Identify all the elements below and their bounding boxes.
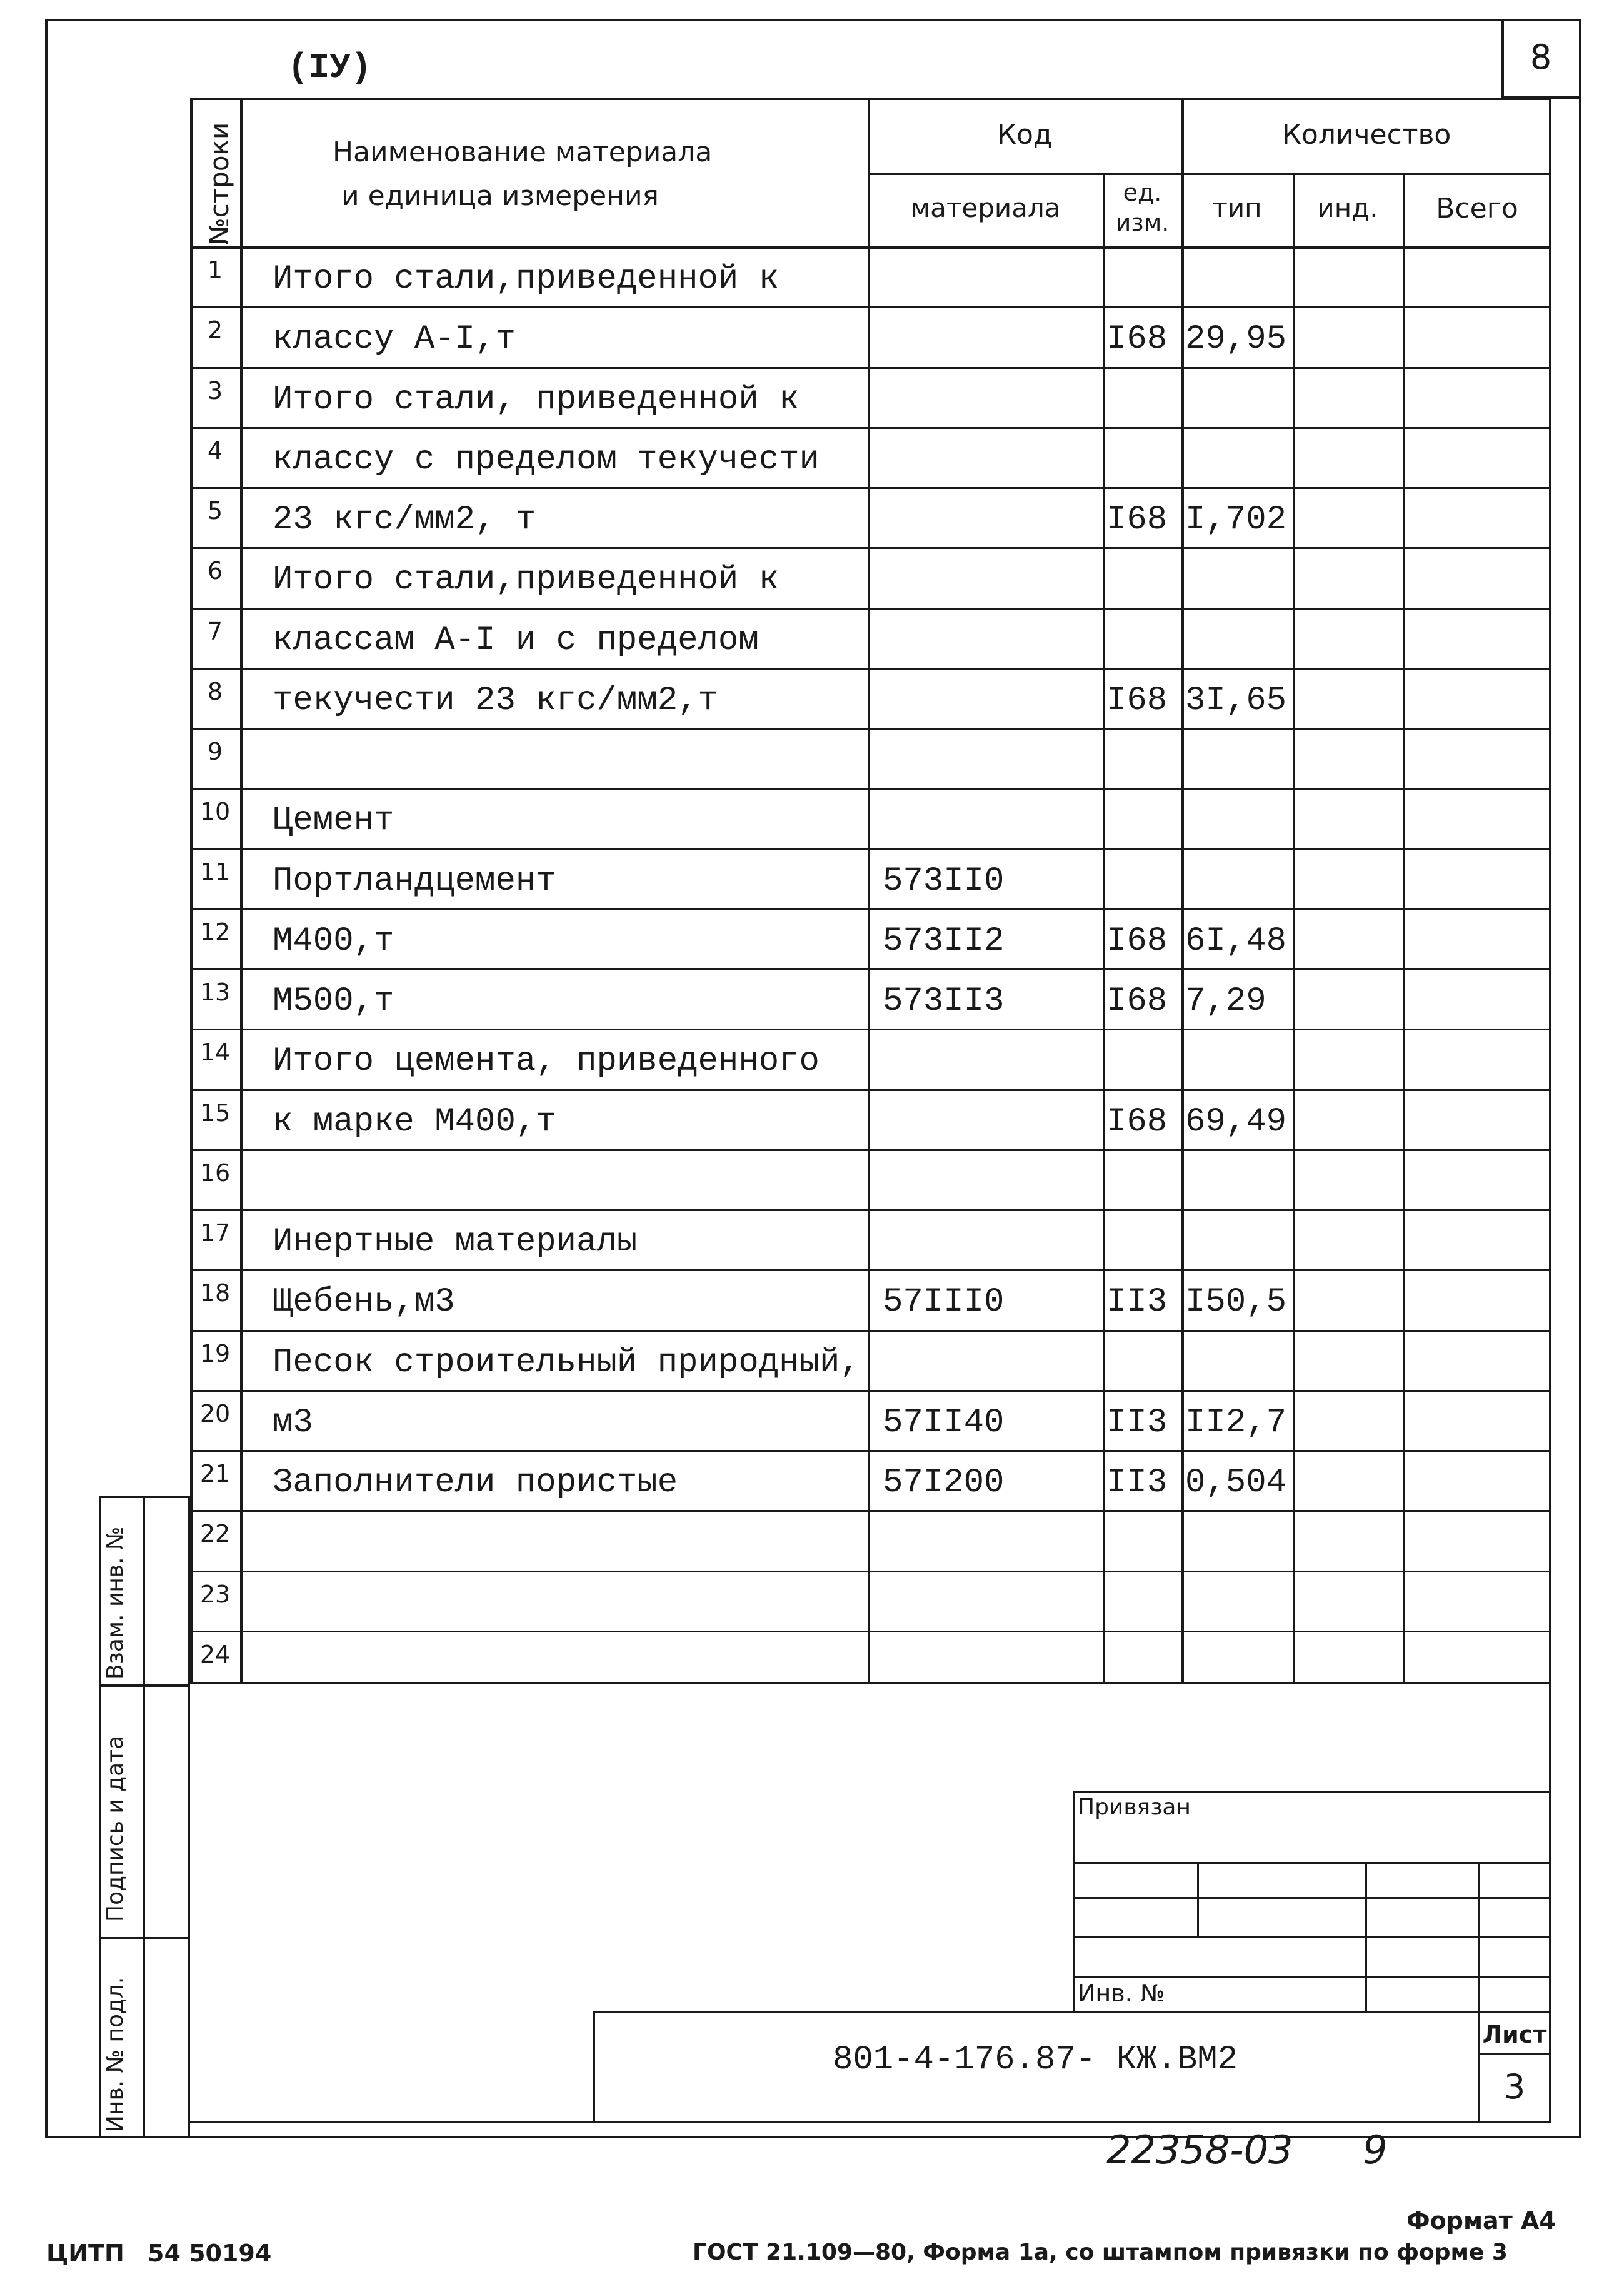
row-number: 10: [199, 798, 231, 826]
quantity-type: 7,29: [1185, 982, 1266, 1020]
side-stamp-divider: [143, 1496, 145, 2138]
table-row: [190, 427, 1551, 487]
header-quantity: Количество: [1281, 119, 1451, 151]
row-number: 24: [199, 1640, 231, 1668]
row-number: 14: [199, 1039, 231, 1067]
material-code: 57I200: [883, 1464, 1005, 1502]
quantity-type: I50,5: [1185, 1283, 1287, 1322]
material-name: Итого стали, приведенной к: [273, 380, 799, 419]
org-label: ЦИТП: [46, 2240, 124, 2267]
header-name-line2: и единица измерения: [341, 180, 659, 212]
table-row: [190, 1450, 1551, 1510]
row-number: 8: [207, 677, 223, 705]
stamp-privyazan-label: Привязан: [1078, 1794, 1191, 1820]
material-name: Итого стали,приведенной к: [273, 260, 779, 298]
unit-code: I68: [1106, 1102, 1168, 1141]
header-code-unit-1: ед.: [1123, 179, 1162, 206]
table-row: [190, 1029, 1551, 1089]
quantity-type: 3I,65: [1185, 681, 1287, 720]
table-row: [190, 788, 1551, 848]
unit-code: I68: [1106, 681, 1168, 720]
quantity-type: II2,7: [1185, 1403, 1287, 1442]
quantity-type: I,702: [1185, 501, 1287, 539]
table-row: [190, 1571, 1551, 1631]
header-code-material: материала: [910, 193, 1061, 223]
header-qty-total: Всего: [1436, 193, 1518, 224]
material-name: Итого стали,приведенной к: [273, 561, 779, 600]
stamp-row-4: [1073, 1976, 1551, 1978]
side-label-vzam: Взам. инв. №: [103, 1526, 128, 1679]
unit-code: I68: [1106, 320, 1168, 359]
stamp-privyazan-left: [1073, 1791, 1075, 2012]
table-row: [190, 1330, 1551, 1390]
handwritten-page: 9: [1363, 2127, 1388, 2173]
row-number: 23: [199, 1580, 231, 1608]
material-code: 573II0: [883, 862, 1005, 900]
table-row: [190, 306, 1551, 366]
stamp-list-mid: [1478, 2053, 1551, 2055]
row-number: 19: [199, 1339, 231, 1367]
quantity-type: 6I,48: [1185, 922, 1287, 960]
row-number: 18: [199, 1279, 231, 1307]
material-code: 57III0: [883, 1283, 1005, 1322]
stamp-list-number: 3: [1503, 2067, 1526, 2106]
row-number: 17: [199, 1219, 231, 1247]
table-row: [190, 1269, 1551, 1329]
table-row: [190, 487, 1551, 547]
row-number: 15: [199, 1099, 231, 1127]
table-left-extension: [188, 1684, 190, 2122]
table-row: [190, 1390, 1551, 1450]
format-label: Формат А4: [1406, 2207, 1556, 2235]
table-row: [190, 608, 1551, 668]
material-name: Цемент: [273, 802, 394, 840]
stamp-privyazan-top: [1073, 1791, 1551, 1793]
table-row: [190, 367, 1551, 427]
row-number: 21: [199, 1460, 231, 1487]
stamp-col-a: [1197, 1862, 1199, 1936]
material-name: классу с пределом текучести: [273, 440, 820, 479]
table-row: [190, 908, 1551, 968]
header-row-number: №строки: [204, 122, 234, 245]
side-stamp-line-1: [99, 1684, 190, 1687]
row-number: 2: [207, 316, 223, 345]
material-name: Итого цемента, приведенного: [273, 1042, 820, 1081]
material-name: м3: [273, 1403, 313, 1442]
table-row: [190, 1631, 1551, 1691]
header-code-unit-2: изм.: [1115, 209, 1170, 236]
unit-code: II3: [1106, 1283, 1168, 1322]
stamp-doccode-top: [593, 2011, 1551, 2013]
row-number: 3: [207, 376, 223, 405]
row-number: 1: [207, 256, 223, 284]
unit-code: II3: [1106, 1403, 1168, 1442]
header-qty-type: тип: [1212, 193, 1262, 223]
table-row: [190, 1149, 1551, 1209]
row-number: 7: [207, 617, 223, 645]
document-code: 801-4-176.87- КЖ.ВМ2: [832, 2041, 1238, 2079]
stamp-list-label: Лист: [1482, 2021, 1547, 2048]
row-number: 5: [207, 497, 223, 525]
material-code: 573II3: [883, 982, 1005, 1020]
material-name: текучести 23 кгс/мм2,т: [273, 681, 718, 720]
stamp-col-b: [1365, 1862, 1367, 2012]
gost-label: ГОСТ 21.109—80, Форма 1а, со штампом привязки по форме 3: [693, 2240, 1508, 2265]
handwritten-number: 22358-03: [1106, 2127, 1293, 2173]
table-row: [190, 246, 1551, 306]
row-number: 4: [207, 436, 223, 465]
table-row: [190, 728, 1551, 788]
side-stamp-line-2: [99, 1937, 190, 1939]
stamp-doccode-bottom: [190, 2121, 1551, 2123]
material-name: к марке М400,т: [273, 1102, 556, 1141]
table-row: [190, 968, 1551, 1029]
quantity-type: 0,504: [1185, 1464, 1287, 1502]
table-row: [190, 848, 1551, 908]
material-name: 23 кгс/мм2, т: [273, 501, 536, 539]
table-row: [190, 668, 1551, 728]
row-number: 13: [199, 978, 231, 1006]
page-number: 8: [1530, 38, 1552, 77]
unit-code: I68: [1106, 922, 1168, 960]
stamp-col-c: [1478, 1862, 1480, 2012]
material-name: Заполнители пористые: [273, 1464, 678, 1502]
stamp-inv-label: Инв. №: [1078, 1980, 1165, 2007]
row-number: 9: [207, 738, 223, 765]
side-label-podpis: Подпись и дата: [103, 1735, 128, 1922]
row-number: 12: [199, 918, 231, 946]
material-code: 573II2: [883, 922, 1005, 960]
row-number: 20: [199, 1399, 231, 1427]
table-row: [190, 1089, 1551, 1149]
header-qty-ind: инд.: [1317, 193, 1378, 223]
quantity-type: 29,95: [1185, 320, 1287, 359]
table-row: [190, 1510, 1551, 1570]
material-name: Инертные материалы: [273, 1223, 638, 1261]
material-name: М400,т: [273, 922, 394, 960]
table-right-extension: [1549, 1684, 1551, 2122]
unit-code: II3: [1106, 1464, 1168, 1502]
section-label: (IУ): [288, 48, 372, 88]
unit-code: I68: [1106, 982, 1168, 1020]
org-code: 54 50194: [148, 2240, 272, 2267]
material-code: 57II40: [883, 1403, 1005, 1442]
row-number: 6: [207, 557, 223, 585]
material-name: классу А-I,т: [273, 320, 516, 359]
row-number: 22: [199, 1520, 231, 1548]
material-name: Портландцемент: [273, 862, 556, 900]
table-header-mid: [868, 173, 1551, 175]
row-number: 16: [199, 1159, 231, 1187]
quantity-type: 69,49: [1185, 1102, 1287, 1141]
header-code: Код: [996, 119, 1053, 151]
header-name-line1: Наименование материала: [333, 136, 713, 168]
table-row: [190, 1209, 1551, 1269]
stamp-row-2: [1073, 1897, 1551, 1899]
stamp-row-3: [1073, 1936, 1551, 1938]
page-number-box-left: [1501, 19, 1504, 98]
material-name: классам А-I и с пределом: [273, 621, 759, 660]
stamp-row-1: [1073, 1862, 1551, 1864]
material-name: Песок строительный природный,: [273, 1343, 860, 1382]
row-number: 11: [199, 858, 231, 886]
table-row: [190, 547, 1551, 607]
side-label-inv-podl: Инв. № подл.: [103, 1976, 128, 2132]
unit-code: I68: [1106, 501, 1168, 539]
material-name: М500,т: [273, 982, 394, 1020]
material-name: Щебень,м3: [273, 1283, 455, 1322]
